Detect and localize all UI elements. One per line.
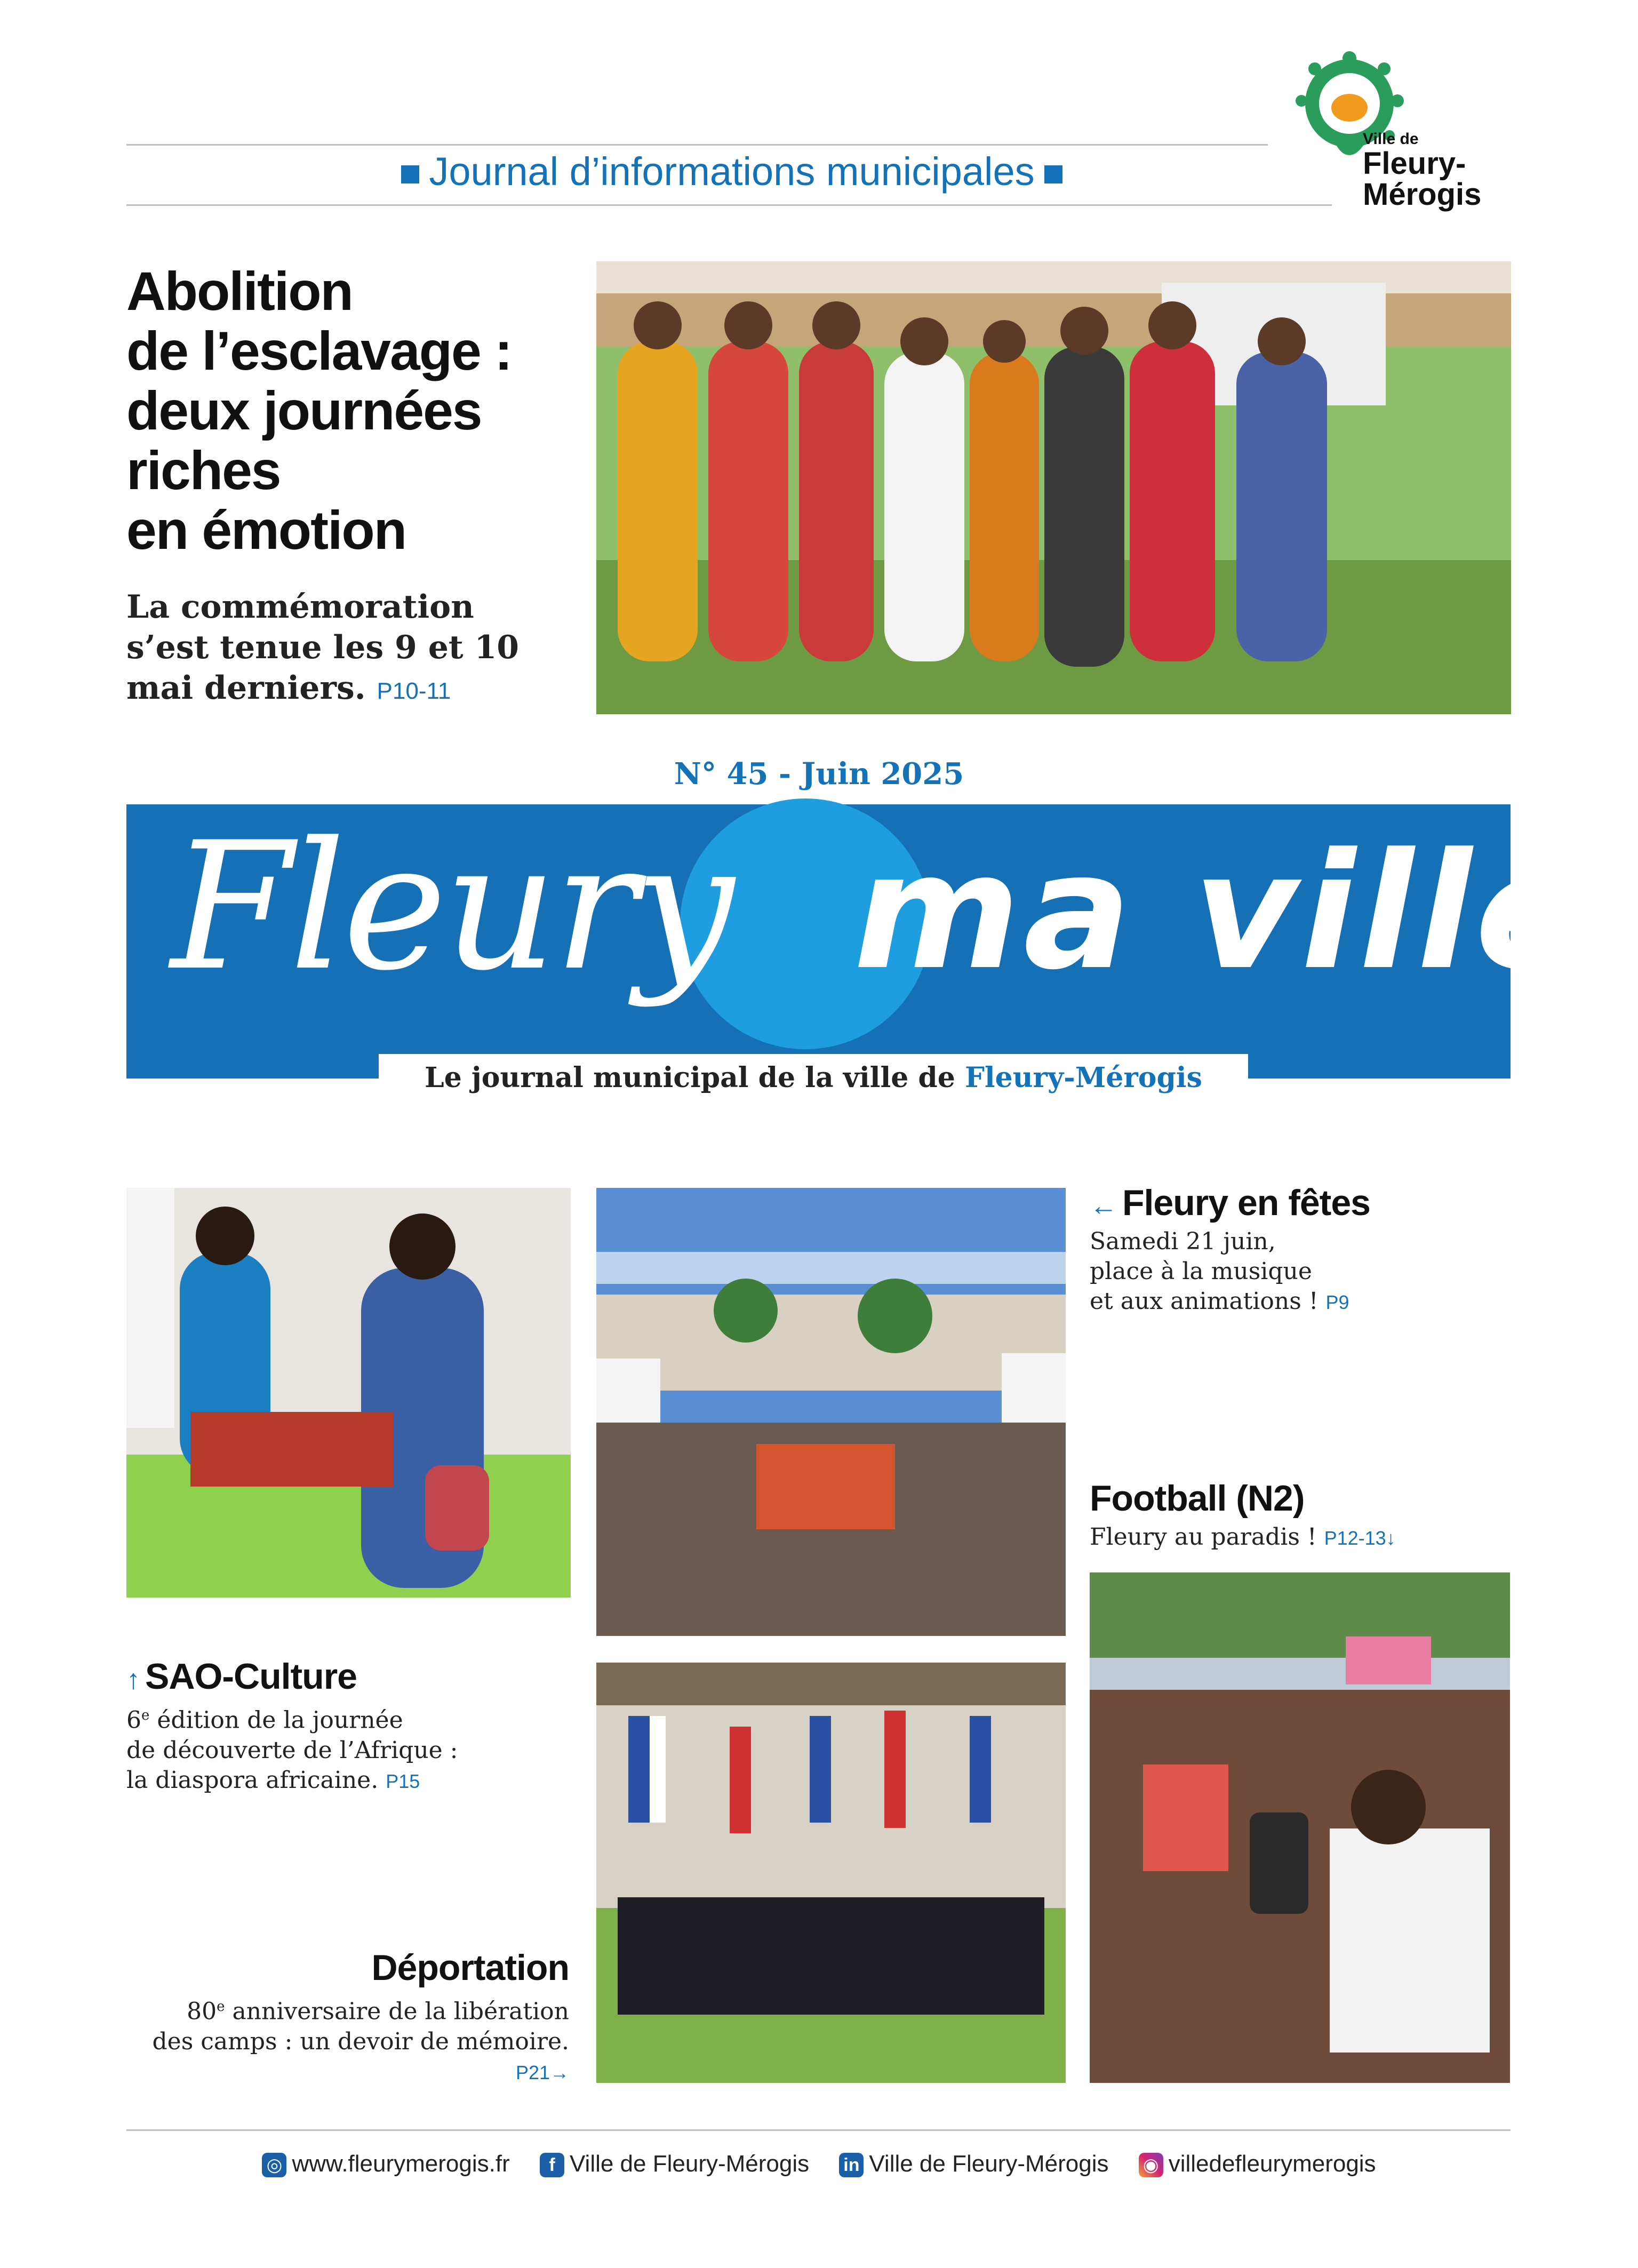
lead-headline[interactable] [126, 261, 585, 560]
footer-rule [126, 2129, 1511, 2131]
square-bullet-icon [1044, 165, 1062, 183]
masthead-title-ma-ville: ma ville [853, 819, 1587, 1005]
story-fleury-en-fetes[interactable] [1090, 1182, 1506, 1317]
story-title: Déportation [371, 1947, 569, 1988]
footer-links [0, 2151, 1638, 2177]
issue-number: N° 45 - Juin 2025 [674, 756, 964, 792]
tagline-text: Journal d’informations municipales [429, 149, 1035, 194]
headline-line: en émotion [126, 500, 406, 561]
subtitle-line: s’est tenue les 9 et 10 [126, 629, 519, 666]
lead-page-ref[interactable]: P10-11 [377, 678, 451, 704]
tagline-rule [126, 204, 1332, 206]
story-line: de découverte de l’Afrique : [126, 1736, 458, 1764]
headline-line: deux journées [126, 380, 482, 441]
website-text: www.fleurymerogis.fr [292, 2151, 510, 2177]
strapline-text: Le journal municipal de la ville de [425, 1061, 955, 1094]
headline-line: riches [126, 440, 281, 501]
instagram-text: villedefleurymerogis [1168, 2151, 1376, 2177]
story-title: Fleury en fêtes [1122, 1183, 1370, 1223]
story-title: Football (N2) [1090, 1478, 1305, 1519]
story-line: 6 [126, 1706, 141, 1734]
journal-tagline [126, 145, 1337, 198]
strapline-city: Fleury-Mérogis [964, 1061, 1202, 1094]
masthead-strapline [379, 1054, 1248, 1102]
story-line: des camps : un devoir de mémoire. [152, 2027, 569, 2055]
fleury-en-fetes-photo[interactable] [596, 1188, 1066, 1636]
square-bullet-icon [401, 165, 419, 183]
facebook-icon: f [540, 2153, 564, 2177]
lead-subtitle [126, 587, 590, 712]
story-football[interactable] [1090, 1478, 1506, 1553]
headline-line: Abolition [126, 261, 353, 322]
page-ref[interactable]: P21 [515, 2061, 550, 2083]
instagram-icon: ◉ [1139, 2153, 1163, 2177]
deportation-photo[interactable] [596, 1663, 1066, 2083]
facebook-text: Ville de Fleury-Mérogis [569, 2151, 810, 2177]
page-ref[interactable]: P15 [386, 1770, 420, 1792]
arrow-right-icon: → [550, 2061, 569, 2083]
football-photo[interactable] [1090, 1572, 1510, 2083]
story-line: place à la musique [1090, 1258, 1312, 1285]
subtitle-line: mai derniers. [126, 669, 366, 707]
subtitle-line: La commémoration [126, 588, 474, 626]
story-deportation[interactable] [126, 1947, 569, 2088]
story-line: Samedi 21 juin, [1090, 1228, 1276, 1255]
page-ref[interactable]: P12-13 [1324, 1527, 1386, 1549]
ordinal-suffix: e [141, 1707, 150, 1723]
story-line: anniversaire de la libération [225, 1998, 569, 2025]
footer-instagram-link[interactable] [1139, 2151, 1376, 2177]
linkedin-text: Ville de Fleury-Mérogis [869, 2151, 1109, 2177]
story-line: et aux animations ! [1090, 1288, 1319, 1315]
story-line: 80 [187, 1998, 217, 2025]
sao-culture-photo[interactable] [126, 1188, 571, 1598]
page-ref[interactable]: P9 [1325, 1291, 1349, 1313]
story-line: Fleury au paradis ! [1090, 1523, 1317, 1551]
globe-icon: ◎ [262, 2153, 286, 2177]
arrow-left-icon: ← [1090, 1191, 1117, 1221]
footer-facebook-link[interactable] [540, 2151, 809, 2177]
footer-website-link[interactable] [262, 2151, 509, 2177]
masthead-title-fleury: Fleury [171, 804, 731, 1009]
story-line: édition de la journée [149, 1706, 403, 1734]
ordinal-suffix: e [217, 1999, 225, 2015]
story-line: la diaspora africaine. [126, 1766, 379, 1794]
story-title: SAO-Culture [145, 1656, 357, 1697]
lead-photo[interactable] [596, 261, 1511, 714]
story-sao-culture[interactable] [126, 1656, 564, 1796]
linkedin-icon: in [839, 2153, 864, 2177]
logo-line-1: Ville de [1363, 130, 1419, 148]
arrow-up-icon: ↑ [126, 1664, 140, 1695]
arrow-down-icon: ↓ [1386, 1527, 1396, 1549]
logo-line-2: Fleury- [1363, 146, 1466, 181]
logo-line-3: Mérogis [1363, 177, 1482, 212]
headline-line: de l’esclavage : [126, 321, 512, 381]
footer-linkedin-link[interactable] [839, 2151, 1108, 2177]
